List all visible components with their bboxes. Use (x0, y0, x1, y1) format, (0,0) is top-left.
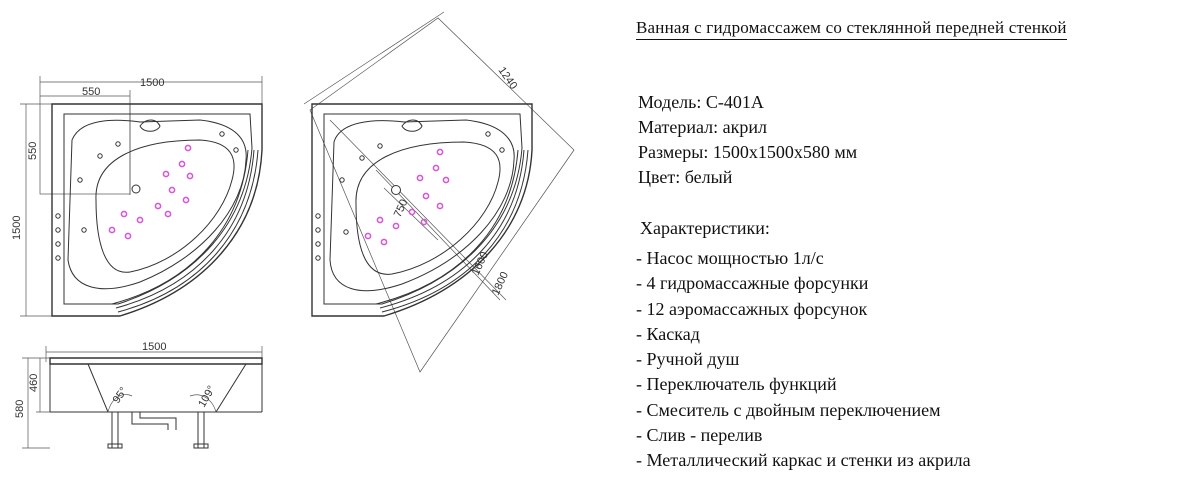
feature-item: - Металлический каркас и стенки из акрила (636, 450, 971, 471)
feature-item: - 4 гидромассажные форсунки (636, 273, 869, 294)
top-height-label: 1500 (11, 215, 23, 240)
top-corner-width-label: 550 (82, 86, 101, 98)
feature-item: - 12 аэромассажных форсунок (636, 298, 868, 319)
feature-item: - Каскад (636, 323, 700, 344)
rotated-outer-diag-label: 1800 (489, 270, 512, 298)
air-jets-top (109, 145, 192, 238)
rotated-mid-diag-label: 1600 (469, 250, 492, 278)
rotated-front-label: 1240 (495, 64, 520, 92)
side-depth-label: 460 (28, 373, 40, 392)
feature-item: - Ручной душ (636, 349, 740, 370)
feature-item: - Смеситель с двойным переключением (636, 399, 941, 420)
side-angle-right-label: 109° (196, 383, 218, 410)
rotated-inner-diag-label: 750 (391, 197, 411, 220)
top-corner-height-label: 550 (27, 141, 39, 160)
feature-item: - Слив - перелив (636, 425, 763, 446)
features-heading: Характеристики: (640, 218, 770, 238)
top-width-label: 1500 (140, 77, 165, 89)
features-list (636, 246, 971, 474)
param-color: Цвет: белый (638, 167, 733, 187)
param-material: Материал: акрил (638, 117, 767, 137)
feature-item: - Переключатель функций (636, 374, 837, 395)
param-dimensions: Размеры: 1500х1500х580 мм (638, 142, 858, 162)
param-model: Модель: С-401А (638, 92, 764, 112)
feature-item: - Насос мощностью 1л/с (636, 248, 824, 268)
top-view (11, 76, 262, 316)
side-total-height-label: 580 (14, 399, 26, 418)
side-width-label: 1500 (142, 341, 167, 353)
spec-title: Ванная с гидромассажем со стеклянной передней стенкой (636, 18, 1067, 40)
rotated-view (304, 12, 574, 372)
air-jets-rotated (365, 149, 448, 244)
side-view (14, 341, 262, 448)
side-angle-left-label: 95° (110, 385, 131, 406)
